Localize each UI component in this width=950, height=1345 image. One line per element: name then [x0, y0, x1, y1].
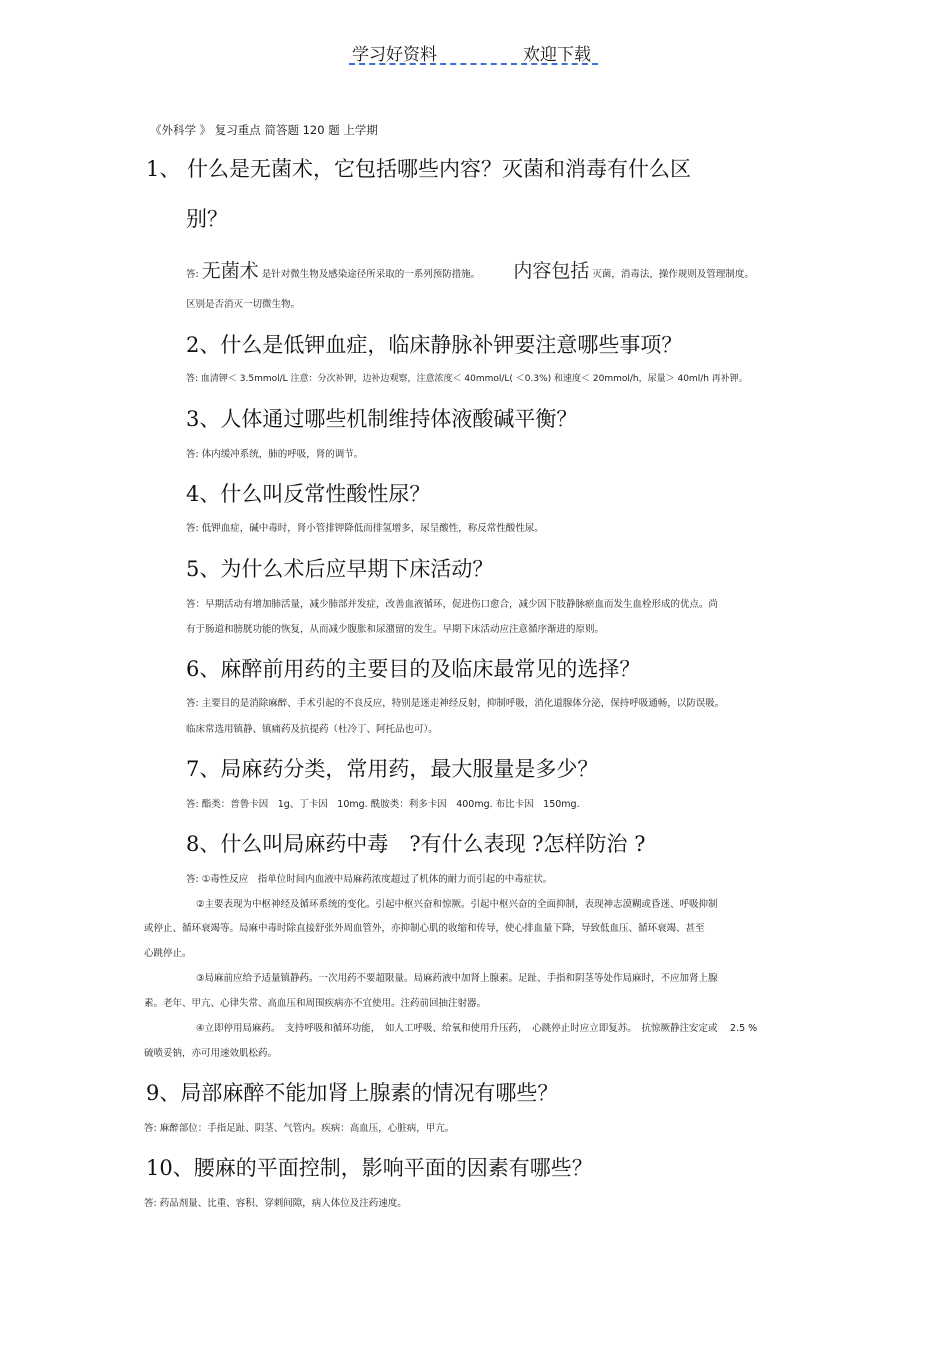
answer-5-line1: 答：早期活动有增加肺活量，减少肺部并发症，改善血液循环，促进伤口愈合，减少因下肢静脉瘀血而发生血栓形成的优点。尚: [186, 599, 719, 610]
answer-1-term2: 内容包括: [513, 260, 590, 282]
answer-8-line7: ④立即停用局麻药。 支持呼吸和循环功能， 如人工呼吸、给氧和使用升压药， 心跳停止时应立即复苏。 抗惊厥静注安定或 2.5 %: [196, 1023, 758, 1034]
answer-10: 答: 药品剂量、比重、容积、穿刺间隙，病人体位及注药速度。: [144, 1198, 407, 1209]
answer-8-line6: 素。老年、甲亢、心律失常、高血压和周围疾病亦不宜使用。注药前回抽注射器。: [144, 998, 487, 1009]
answer-1-text1: 是针对微生物及感染途径所采取的一系列预防措施。: [261, 269, 481, 280]
document-subtitle: 《外科学 》 复习重点 简答题 120 题 上学期: [150, 123, 378, 137]
question-7: 7、局麻药分类，常用药，最大服量是多少？: [186, 757, 599, 781]
answer-1-text2: 灭菌，消毒法，操作规则及管理制度。: [592, 269, 754, 280]
answer-7: 答: 酯类：普鲁卡因 1g、丁卡因 10mg. 酰胺类：利多卡因 400mg. 布比卡因 150mg.: [186, 799, 580, 810]
answer-8-line5: ③局麻前应给予适量镇静药。一次用药不要超限量。局麻药液中加肾上腺素。足趾、手指和阴茎等处作局麻时，不应加肾上腺: [196, 973, 718, 984]
answer-6-line2: 临床常选用镇静、镇痛药及抗提药（杜冷丁、阿托品也可）。: [186, 724, 438, 735]
answer-5-line2: 有于肠道和膀胱功能的恢复，从而减少腹胀和尿潴留的发生。早期下床活动应注意循序渐进的原则。: [186, 624, 605, 635]
question-5: 5、为什么术后应早期下床活动？: [186, 557, 494, 581]
header-left: 学习好资料: [352, 45, 437, 65]
answer-8-line1: 答: ①毒性反应 指单位时间内血液中局麻药浓度超过了机体的耐力而引起的中毒症状。: [186, 874, 553, 885]
answer-8-line8: 硫喷妥钠，亦可用速效肌松药。: [144, 1048, 278, 1059]
answer-4: 答: 低钾血症，碱中毒时，肾小管排钾降低而排氢增多，尿呈酸性，称反常性酸性尿。: [186, 523, 544, 534]
question-1-line2: 别？: [186, 207, 228, 231]
question-9: 9、局部麻醉不能加肾上腺素的情况有哪些？: [146, 1081, 559, 1105]
answer-1-line1: [186, 256, 754, 283]
question-3: 3、人体通过哪些机制维持体液酸碱平衡？: [186, 407, 578, 431]
question-4: 4、什么叫反常性酸性尿？: [186, 482, 431, 506]
answer-8-line2: ②主要表现为中枢神经及循环系统的变化。引起中枢兴奋和惊厥。引起中枢兴奋的全面抑制，表现神志漠糊或昏迷、呼吸抑制: [196, 899, 718, 910]
question-10: 10、腰麻的平面控制，影响平面的因素有哪些？: [146, 1156, 593, 1180]
question-2: 2、什么是低钾血症，临床静脉补钾要注意哪些事项？: [186, 333, 683, 357]
answer-9: 答: 麻醉部位：手指足趾、阴茎、气管内。疾病：高血压，心脏病，甲亢。: [144, 1123, 455, 1134]
answer-3: 答: 体内缓冲系统，肺的呼吸，肾的调节。: [186, 449, 364, 460]
answer-1-line2: 区别是否消灭一切微生物。: [186, 299, 301, 310]
question-1-line1: 1、 什么是无菌术，它包括哪些内容？灭菌和消毒有什么区: [146, 157, 692, 181]
answer-1-term1: 无菌术: [201, 260, 259, 282]
answer-2: 答: 血清钾＜ 3.5mmol/L 注意：分次补钾，边补边观察，注意浓度＜ 40mmol/L( ＜0.3%) 和速度＜ 20mmol/h，尿量＞ 40ml/h 再补钾。: [186, 374, 748, 384]
answer-6-line1: 答: 主要目的是消除麻醉、手术引起的不良反应，特别是迷走神经反射，抑制呼吸，消化道腺体分泌，保持呼吸通畅，以防误吸。: [186, 698, 725, 709]
header-right: 欢迎下载: [523, 45, 591, 65]
answer-1-prefix: 答:: [186, 269, 199, 280]
question-6: 6、麻醉前用药的主要目的及临床最常见的选择？: [186, 657, 641, 681]
header-divider: [349, 63, 598, 65]
answer-8-line3: 或停止、循环衰竭等。局麻中毒时除直接舒张外周血管外，亦抑制心肌的收缩和传导，使心排血量下降，导致低血压、循环衰竭、甚至: [144, 923, 705, 934]
question-8: 8、什么叫局麻药中毒 ?有什么表现 ?怎样防治 ?: [186, 832, 646, 856]
answer-8-line4: 心跳停止。: [144, 948, 192, 959]
